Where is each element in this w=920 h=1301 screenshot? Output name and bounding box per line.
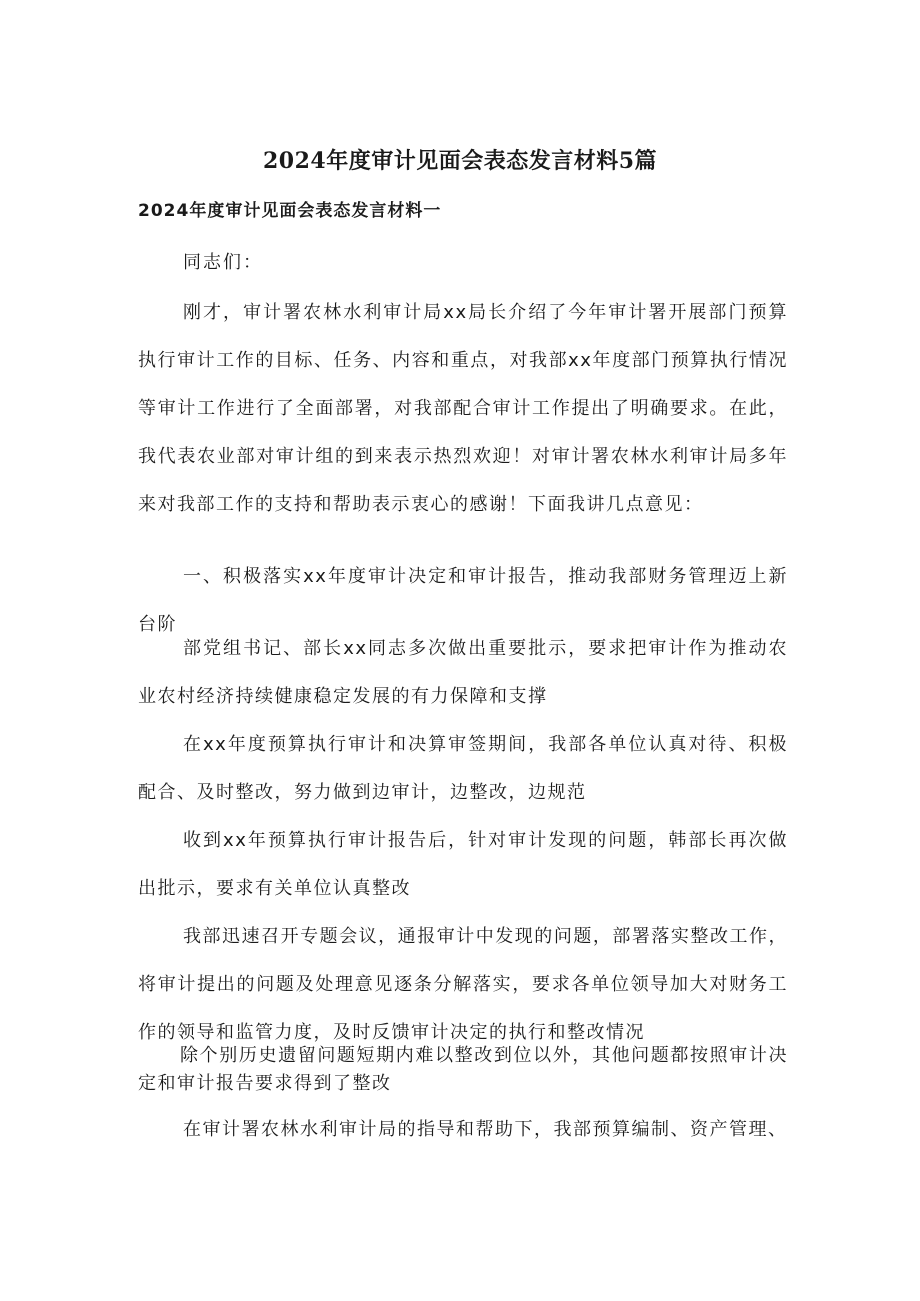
paragraph: 收到xx年预算执行审计报告后，针对审计发现的问题，韩部长再次做出批示，要求有关单位认真整改	[138, 830, 788, 899]
paragraph: 除个别历史遗留问题短期内难以整改到位以外，其他问题都按照审计决定和审计报告要求得到了整改	[138, 1045, 788, 1094]
paragraph: 在审计署农林水利审计局的指导和帮助下，我部预算编制、资产管理、	[183, 1119, 788, 1140]
paragraph-opening: 刚才，审计署农林水利审计局xx局长介绍了今年审计署开展部门预算执行审计工作的目标、任务、内容和重点，对我部xx年度部门预算执行情况等审计工作进行了全面部署，对我部配合审计工作提出了明确要求。在此，我代表农业部对审计组的到来表示热烈欢迎！对审计署农林水利审计局多年来对我部工作的支持和帮助表示衷心的感谢！下面我讲几点意见：	[138, 302, 788, 515]
document-title: 2024年度审计见面会表态发言材料5篇	[262, 148, 658, 174]
paragraph: 部党组书记、部长xx同志多次做出重要批示，要求把审计作为推动农业农村经济持续健康稳定发展的有力保障和支撑	[138, 638, 788, 707]
document-subtitle: 2024年度审计见面会表态发言材料一	[138, 201, 442, 221]
paragraph: 在xx年度预算执行审计和决算审签期间，我部各单位认真对待、积极配合、及时整改，努力做到边审计，边整改，边规范	[138, 734, 788, 803]
salutation: 同志们：	[183, 252, 263, 273]
paragraph: 我部迅速召开专题会议，通报审计中发现的问题，部署落实整改工作，将审计提出的问题及处理意见逐条分解落实，要求各单位领导加大对财务工作的领导和监管力度，及时反馈审计决定的执行和整改情况	[138, 926, 788, 1043]
section-heading-1: 一、积极落实xx年度审计决定和审计报告，推动我部财务管理迈上新台阶	[138, 566, 788, 635]
